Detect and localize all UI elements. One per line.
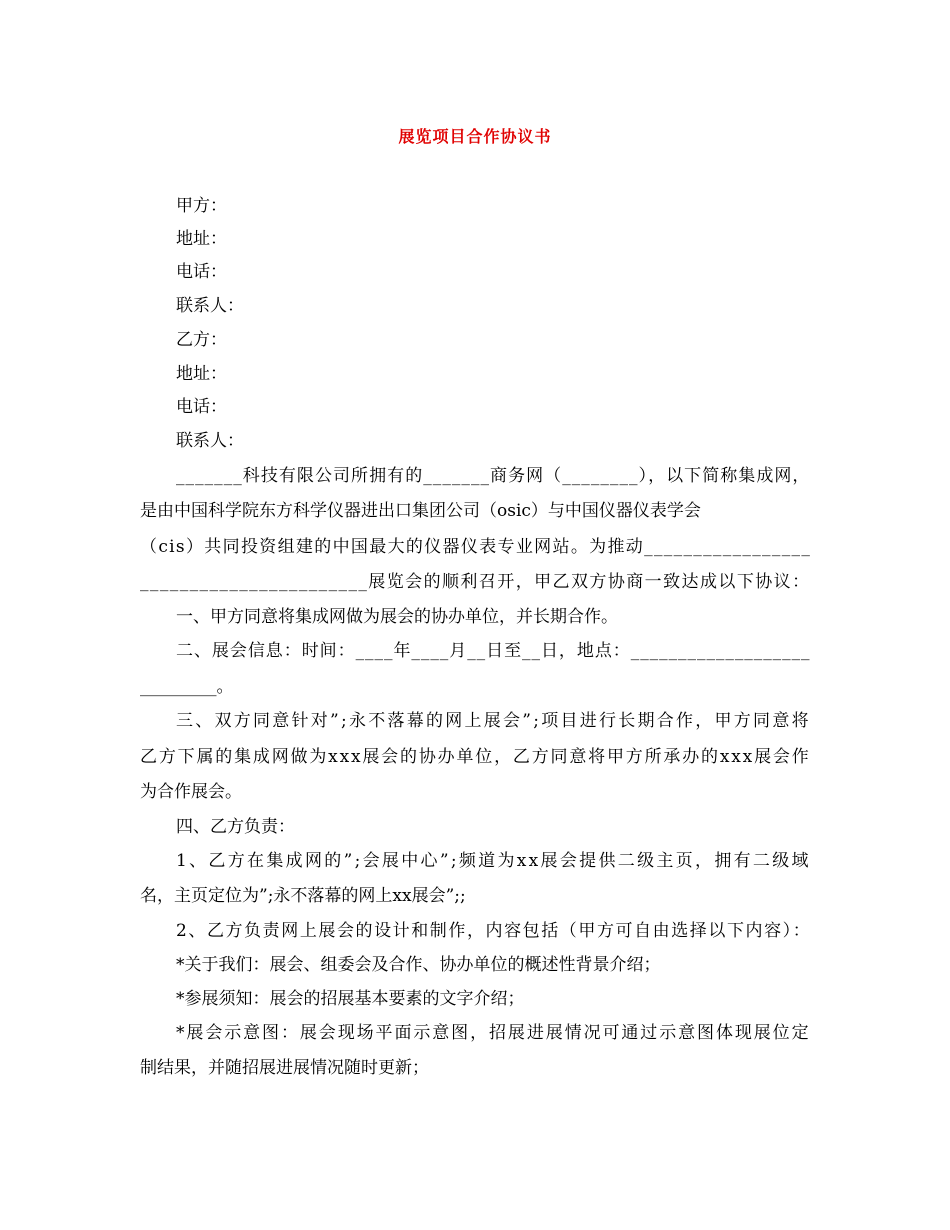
party-b-phone-label: 电话： <box>176 397 227 417</box>
clause-1: 一、甲方同意将集成网做为展会的协办单位，并长期合作。 <box>176 607 618 627</box>
clause-3-line: 乙方下属的集成网做为xxx展会的协办单位，乙方同意将甲方所承办的xxx展会作 <box>140 747 811 767</box>
bullet-map-line: *展会示意图：展会现场平面示意图，招展进展情况可通过示意图体现展位定 <box>176 1023 811 1043</box>
clause-4-heading: 四、乙方负责： <box>176 817 295 837</box>
party-b-label: 乙方： <box>176 330 227 350</box>
clause-3-line: 三、双方同意针对”;永不落幕的网上展会”;项目进行长期合作，甲方同意将 <box>176 711 811 731</box>
intro-line: _______科技有限公司所拥有的_______商务网（________），以下简称集成网， <box>176 466 811 486</box>
party-a-label: 甲方： <box>176 196 227 216</box>
party-a-contact-label: 联系人： <box>176 296 244 316</box>
document-title: 展览项目合作协议书 <box>398 127 552 146</box>
item-2: 2、乙方负责网上展会的设计和制作，内容包括（甲方可自由选择以下内容）： <box>176 921 812 941</box>
item-1-line: 1、乙方在集成网的”;会展中心”;频道为xx展会提供二级主页，拥有二级域 <box>176 851 811 871</box>
bullet-notice: *参展须知：展会的招展基本要素的文字介绍； <box>176 989 525 1009</box>
party-a-address-label: 地址： <box>176 229 227 249</box>
item-1-line: 名，主页定位为”;永不落幕的网上xx展会”;; <box>140 886 466 906</box>
party-b-contact-label: 联系人： <box>176 431 244 451</box>
intro-line: _______________________展览会的顺利召开，甲乙双方协商一致达成以下协议： <box>140 572 811 592</box>
clause-2-line: 二、展会信息：时间：____年____月__日至__日，地点：___________________ <box>176 641 811 661</box>
party-b-address-label: 地址： <box>176 364 227 384</box>
intro-line: 是由中国科学院东方科学仪器进出口集团公司（osic）与中国仪器仪表学会 <box>140 501 701 521</box>
bullet-about: *关于我们：展会、组委会及合作、协办单位的概述性背景介绍； <box>176 955 661 975</box>
bullet-map-line: 制结果，并随招展进展情况随时更新； <box>140 1058 429 1078</box>
party-a-phone-label: 电话： <box>176 262 227 282</box>
clause-3-line: 为合作展会。 <box>140 782 242 802</box>
clause-2-line: _________。 <box>140 677 234 697</box>
intro-line: （cis）共同投资组建的中国最大的仪器仪表专业网站。为推动_________________ <box>140 537 812 557</box>
